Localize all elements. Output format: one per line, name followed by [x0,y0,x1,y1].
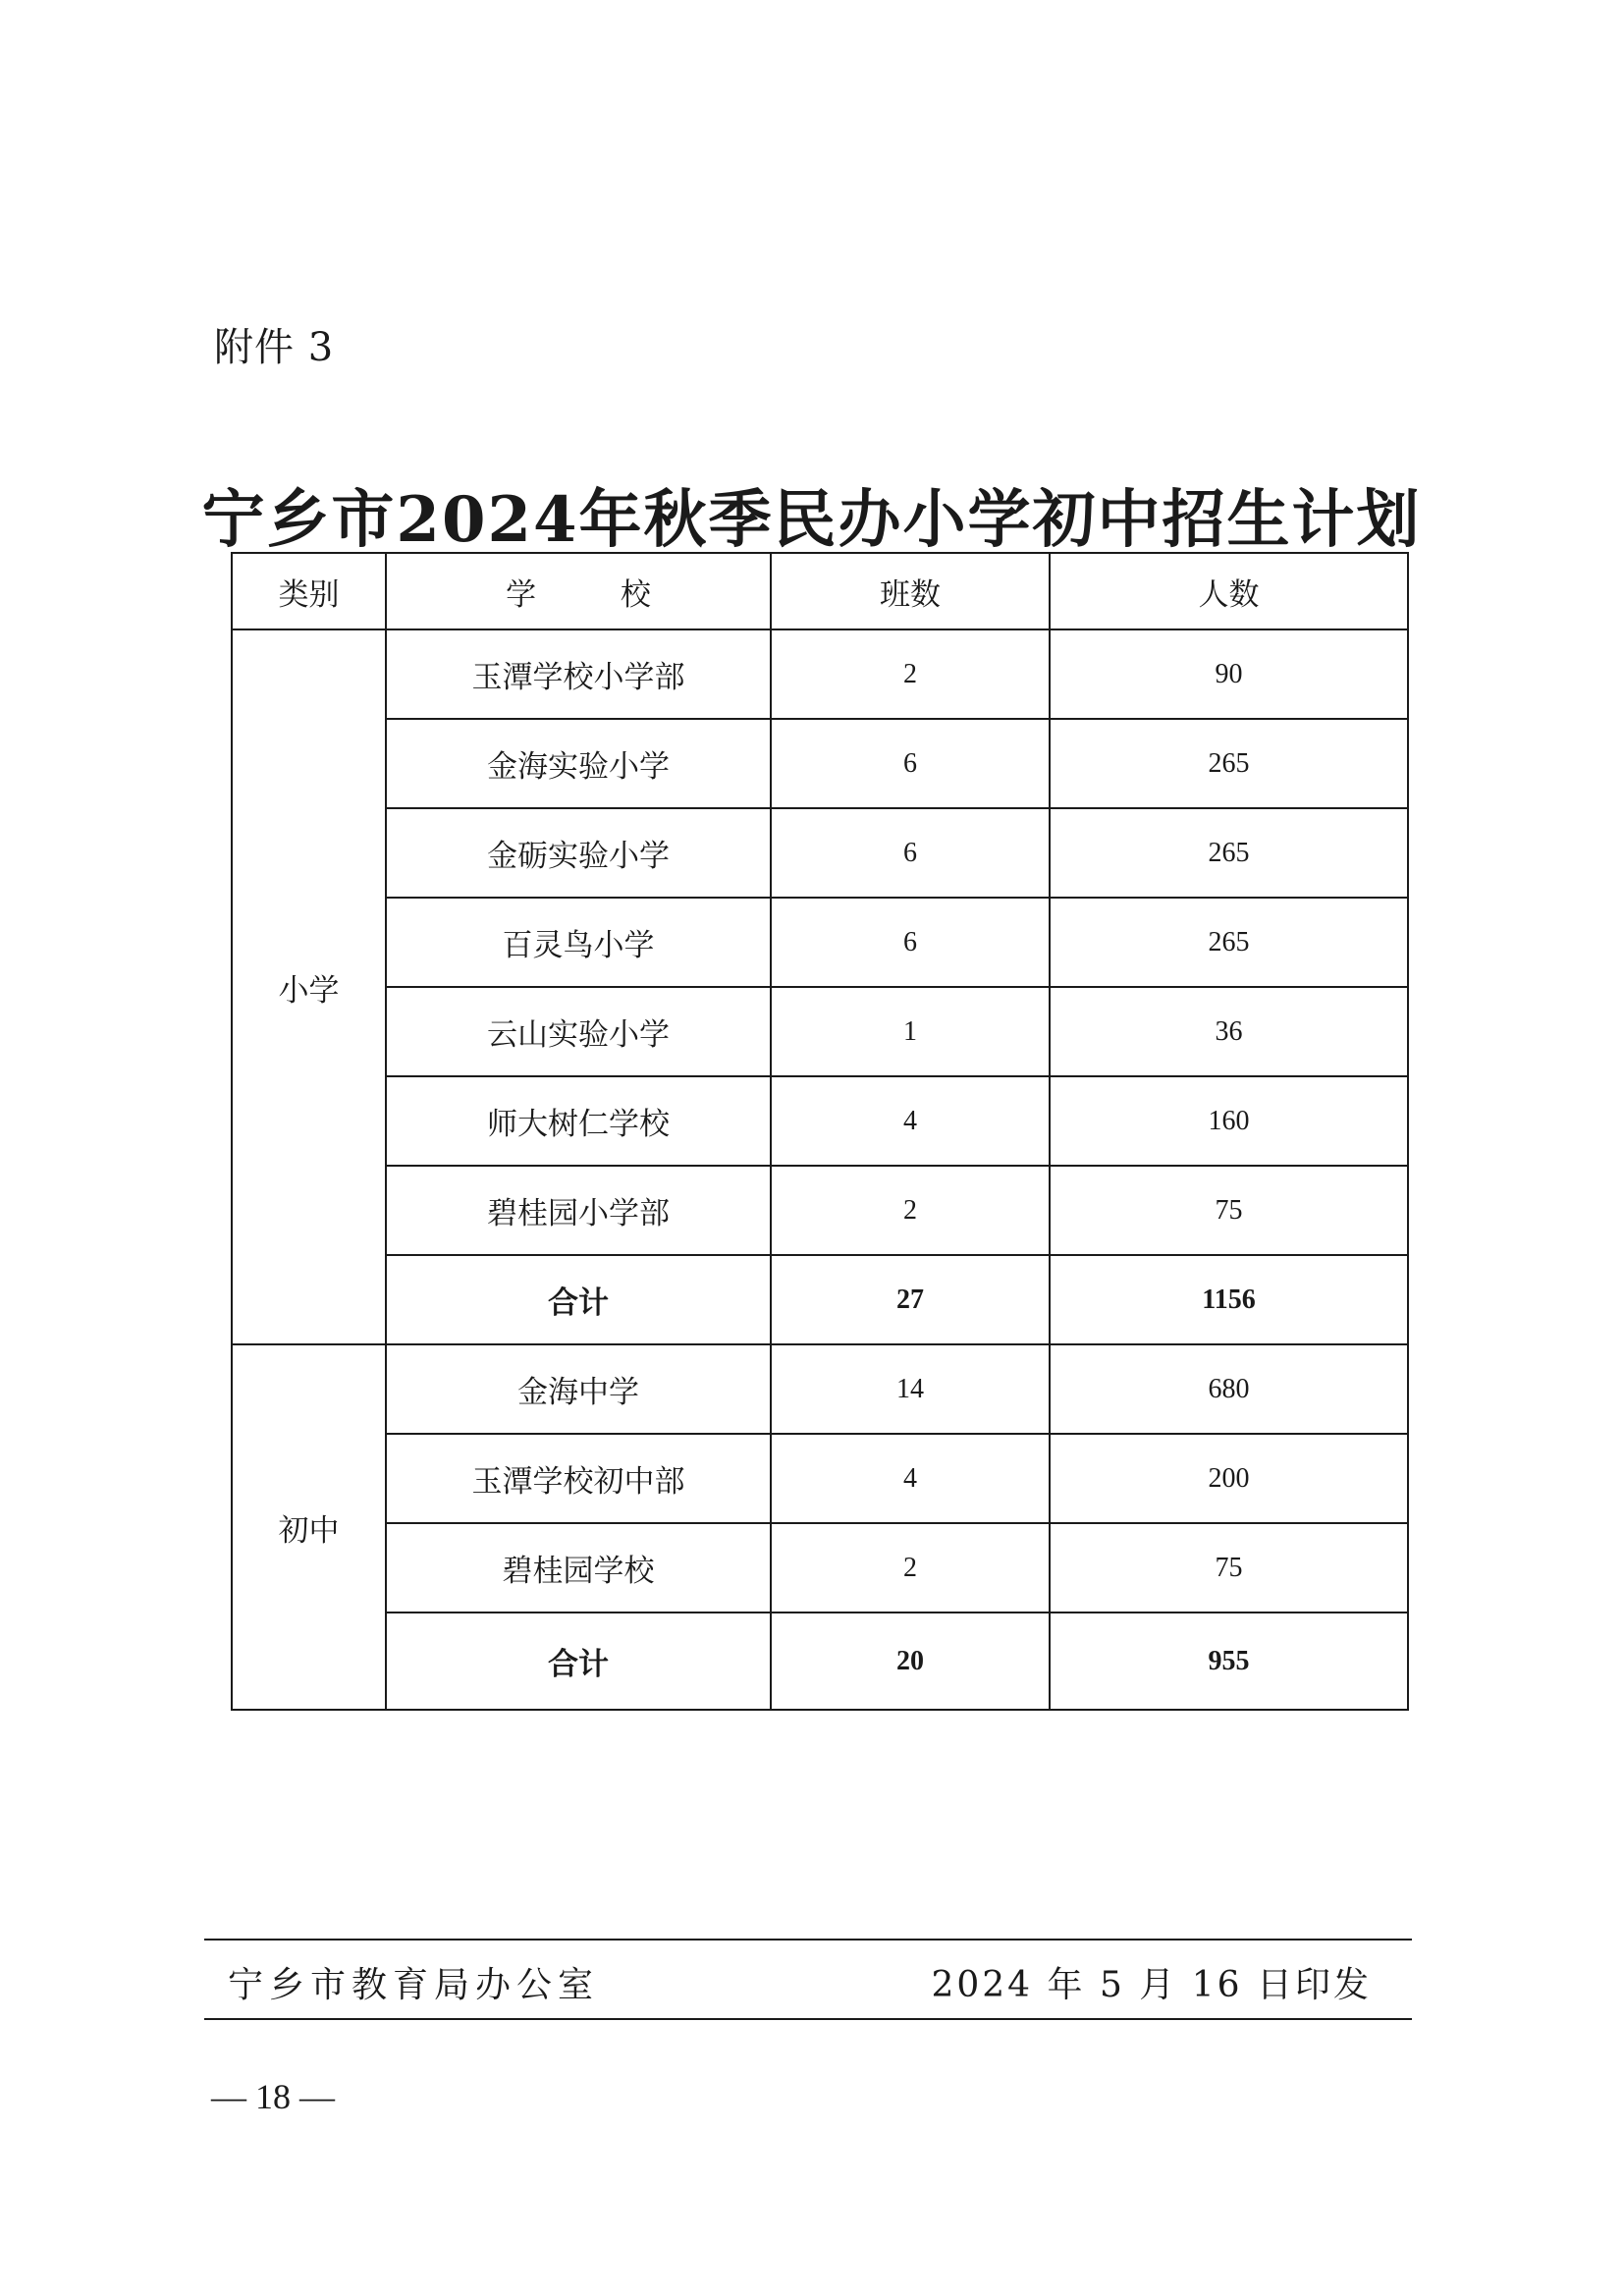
school-name: 碧桂园学校 [386,1523,771,1613]
student-count: 200 [1050,1434,1408,1523]
table-row [232,808,1408,898]
school-name: 师大树仁学校 [386,1076,771,1166]
footer-top-rule [204,1939,1412,1941]
class-count: 2 [771,1166,1050,1255]
student-count: 680 [1050,1344,1408,1434]
subtotal-classes: 20 [771,1613,1050,1710]
school-name: 云山实验小学 [386,987,771,1076]
page-number: — 18 — [211,2077,335,2116]
attachment-label: 附件 3 [214,325,335,370]
class-count: 1 [771,987,1050,1076]
school-name: 百灵鸟小学 [386,898,771,987]
table-row [232,1166,1408,1255]
footer-bottom-rule [204,2018,1412,2020]
student-count: 36 [1050,987,1408,1076]
subtotal-students: 955 [1050,1613,1408,1710]
class-count: 14 [771,1344,1050,1434]
student-count: 75 [1050,1523,1408,1613]
table-row [232,987,1408,1076]
class-count: 2 [771,629,1050,719]
school-name: 金海中学 [386,1344,771,1434]
student-count: 265 [1050,898,1408,987]
subtotal-label: 合计 [386,1613,771,1710]
table-row [232,719,1408,808]
category-primary: 小学 [232,629,386,1344]
table-row [232,629,1408,719]
student-count: 90 [1050,629,1408,719]
student-count: 75 [1050,1166,1408,1255]
school-name: 金海实验小学 [386,719,771,808]
subtotal-row [232,1255,1408,1344]
class-count: 6 [771,719,1050,808]
table-row [232,898,1408,987]
class-count: 6 [771,898,1050,987]
class-count: 4 [771,1434,1050,1523]
table-row [232,1434,1408,1523]
student-count: 160 [1050,1076,1408,1166]
table-row [232,1076,1408,1166]
class-count: 2 [771,1523,1050,1613]
student-count: 265 [1050,719,1408,808]
class-count: 6 [771,808,1050,898]
document-title: 宁乡市2024年秋季民办小学初中招生计划 [201,483,1422,557]
header-school: 学 校 [386,553,771,629]
table-header-row [232,553,1408,629]
student-count: 265 [1050,808,1408,898]
class-count: 4 [771,1076,1050,1166]
subtotal-row [232,1613,1408,1710]
issuer-office: 宁乡市教育局办公室 [228,1965,600,2005]
subtotal-students: 1156 [1050,1255,1408,1344]
header-classes: 班数 [771,553,1050,629]
enrollment-plan-table [231,552,1409,1711]
table-row [232,1344,1408,1434]
issue-date: 2024 年 5 月 16 日印发 [931,1965,1372,2005]
subtotal-label: 合计 [386,1255,771,1344]
subtotal-classes: 27 [771,1255,1050,1344]
table-row [232,1523,1408,1613]
school-name: 金砺实验小学 [386,808,771,898]
school-name: 碧桂园小学部 [386,1166,771,1255]
school-name: 玉潭学校小学部 [386,629,771,719]
header-category: 类别 [232,553,386,629]
category-junior: 初中 [232,1344,386,1710]
school-name: 玉潭学校初中部 [386,1434,771,1523]
header-students: 人数 [1050,553,1408,629]
